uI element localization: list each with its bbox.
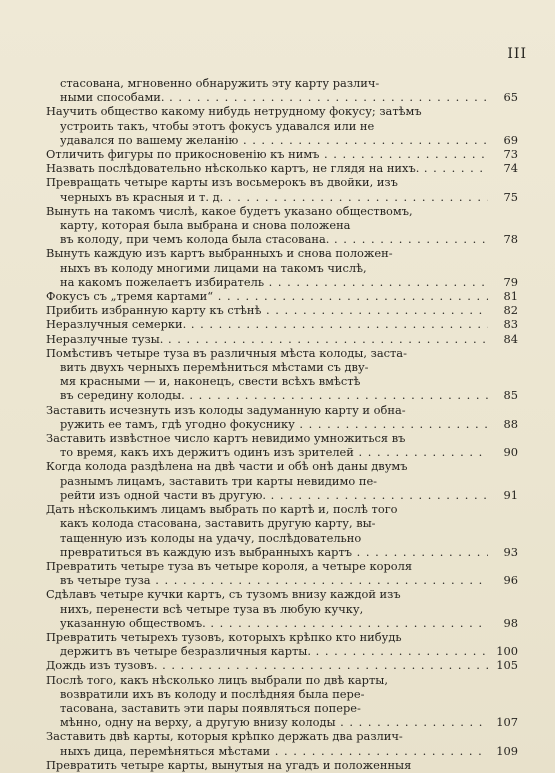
toc-entry-line: въ середину колоды. . . . [46, 388, 488, 402]
toc-entry-line: превратиться въ каждую изъ выбранныхъ картъ . . . [46, 545, 488, 559]
toc-entry-line: вить двухъ черныхъ перемѣниться мѣстами съ дву- [60, 360, 369, 375]
toc-entry [46, 459, 518, 502]
toc-entry-line: какъ колода стасована, заставить другую карту, вы- [60, 516, 376, 531]
toc-entry [46, 672, 518, 730]
toc-entry-line: ныхъ дица, перемѣняться мѣстами . . . [46, 744, 488, 758]
toc-entry-line: Заставить исчезнуть изъ колоды задуманную карту и обна- [46, 402, 406, 417]
toc-entry-line: рейти изъ одной части въ другую. . . . [46, 488, 488, 502]
toc-entry-line: карту, которая была выбрана и снова положена [60, 218, 351, 233]
toc-entry-line: Дождь изъ тузовъ. . . . [46, 658, 488, 672]
toc-entry-line: Превратить четырехъ тузовъ, которыхъ крѣпко кто нибудь [46, 629, 402, 644]
toc-entry [46, 317, 518, 332]
toc-entry-page: 69 [503, 132, 518, 147]
toc-entry-line: Превращать четыре карты изъ восьмерокъ въ двойки, изъ [46, 175, 398, 190]
toc-entry-line: Послѣ того, какъ нѣсколько лицъ выбрали по двѣ карты, [46, 672, 388, 687]
toc-entry-page: 88 [503, 416, 518, 431]
toc-entry-line: Вынуть каждую изъ картъ выбранныхъ и снова положен- [46, 246, 393, 261]
toc-entry [46, 587, 518, 630]
toc-entry-line: удавался по вашему желанію . . . [46, 133, 488, 147]
toc-entry [46, 161, 518, 176]
toc-entry-line: тащенную изъ колоды на удачу, послѣдовательно [60, 530, 362, 545]
toc-entry-line: держитъ въ четыре безразличныя карты. . . . [46, 644, 488, 658]
toc-entry [46, 431, 518, 460]
toc-entry-page: 65 [503, 90, 518, 105]
toc-entry-page: 91 [503, 487, 518, 502]
toc-entry-page: 85 [503, 388, 518, 403]
table-of-contents [46, 76, 518, 772]
toc-entry-line: на какомъ пожелаетъ избиратель . . . [46, 275, 488, 289]
toc-entry [46, 104, 518, 147]
toc-entry [46, 331, 518, 346]
toc-entry-line: Фокусъ съ „тремя картами“ . . . [46, 289, 488, 303]
toc-entry-page: 100 [496, 644, 518, 659]
toc-entry-line: указанную обществомъ. . . . [46, 616, 488, 630]
page-number: III [507, 46, 527, 62]
toc-entry-line: то время, какъ ихъ держитъ одинъ изъ зрителей . . . [46, 445, 488, 459]
toc-entry [46, 502, 518, 559]
toc-entry-line: ными способами. . . . [46, 90, 488, 104]
toc-entry-line: Научить общество какому нибудь нетрудному фокусу; затѣмъ [46, 104, 422, 119]
toc-entry-line: Вынуть на такомъ числѣ, какое будетъ указано обществомъ, [46, 203, 413, 218]
toc-entry [46, 558, 518, 588]
toc-entry-page: 83 [503, 317, 518, 332]
toc-entry-line: ружить ее тамъ, гдѣ угодно фокуснику . . . [46, 417, 488, 431]
toc-entry [46, 758, 514, 772]
toc-entry-page: 93 [503, 544, 518, 559]
toc-entry [46, 203, 518, 247]
toc-entry-page: 107 [496, 715, 518, 730]
toc-entry-line: мя красными — и, наконецъ, свести всѣхъ вмѣстѣ [60, 374, 361, 389]
toc-entry-line: тасована, заставить эти пары появляться попере- [60, 700, 361, 715]
toc-entry-page: 84 [503, 331, 518, 346]
toc-entry-page: 74 [503, 161, 518, 176]
toc-entry-page: 109 [496, 743, 518, 758]
toc-entry-page: 98 [503, 615, 518, 630]
toc-entry-line: Заставить извѣстное число картъ невидимо умножиться въ [46, 431, 406, 446]
toc-entry [46, 246, 518, 289]
toc-entry-line: Прибить избранную карту къ стѣнѣ . . . [46, 303, 488, 317]
toc-entry [46, 629, 518, 659]
toc-entry-line: мѣнно, одну на верху, а другую внизу колоды . . . [46, 715, 488, 729]
toc-entry-page: 75 [503, 189, 518, 204]
toc-entry-page: 82 [503, 303, 518, 318]
toc-entry-line: Назвать послѣдовательно нѣсколько картъ, не глядя на нихъ. . . . [46, 161, 488, 175]
toc-entry-page: 96 [503, 573, 518, 588]
toc-entry [46, 147, 518, 162]
toc-entry-line: разнымъ лицамъ, заставить три карты невидимо пе- [60, 473, 378, 488]
toc-entry [46, 289, 518, 304]
toc-entry [46, 402, 518, 431]
toc-entry-line: Заставить двѣ карты, которыя крѣпко держать два различ- [46, 729, 403, 744]
toc-entry-line: возвратили ихъ въ колоду и послѣдняя была пере- [60, 686, 365, 701]
toc-entry-page: 81 [503, 289, 518, 304]
toc-entry-line: Неразлучныя семерки. . . . [46, 317, 488, 331]
toc-entry-line: Отличить фигуры по прикосновенію къ нимъ . . . [46, 147, 488, 161]
toc-entry-line: Помѣстивъ четыре туза въ различныя мѣста колоды, заста- [46, 345, 407, 360]
toc-entry-line: Превратить четыре туза въ четыре короля, а четыре короля [46, 558, 413, 573]
toc-entry-line: Сдѣлавъ четыре кучки картъ, съ тузомъ внизу каждой изъ [46, 587, 401, 602]
toc-entry [46, 729, 518, 758]
toc-entry-line: Неразлучные тузы. . . . [46, 332, 488, 346]
toc-entry-line: нихъ, перенести всѣ четыре туза въ любую кучку, [60, 601, 364, 616]
toc-entry-line: стасована, мгновенно обнаружить эту карту различ- [60, 76, 380, 90]
toc-entry-line: Дать нѣсколькимъ лицамъ выбрать по картѣ и, послѣ того [46, 502, 398, 517]
toc-entry [46, 303, 518, 318]
toc-entry-line: въ колоду, при чемъ колода была стасована. . . . [46, 232, 488, 246]
toc-entry-line: въ четыре туза . . . [46, 573, 488, 587]
toc-entry-page: 79 [503, 274, 518, 289]
toc-entry-line: черныхъ въ красныя и т. д. . . . [46, 190, 488, 204]
toc-entry [46, 175, 518, 204]
toc-entry-page: 105 [496, 658, 518, 673]
toc-entry-line: Превратить четыре карты, вынутыя на угадъ и положенныя [46, 757, 412, 772]
toc-entry-page: 90 [503, 445, 518, 460]
toc-entry [46, 345, 518, 403]
toc-entry-page: 78 [503, 232, 518, 247]
toc-entry [46, 76, 518, 105]
toc-entry-line: Когда колода раздѣлена на двѣ части и обѣ онѣ даны двумъ [46, 459, 408, 474]
toc-entry-line: ныхъ въ колоду многими лицами на такомъ числѣ, [60, 260, 367, 275]
toc-entry-line: устроить такъ, чтобы этотъ фокусъ удавался или не [60, 118, 375, 133]
toc-entry-page: 73 [503, 147, 518, 162]
toc-entry [46, 658, 518, 673]
